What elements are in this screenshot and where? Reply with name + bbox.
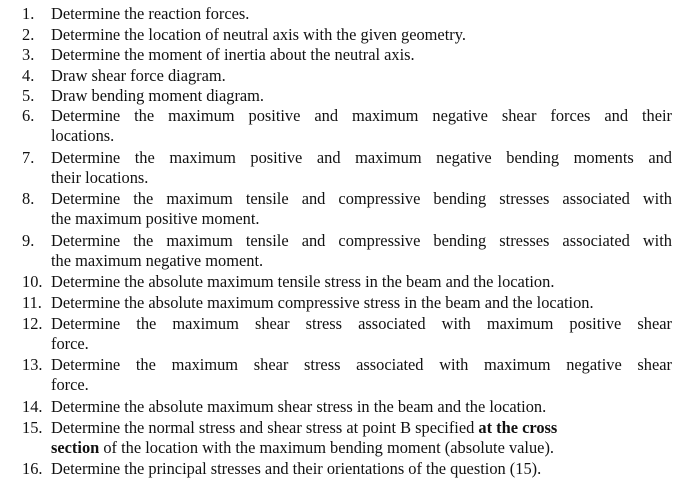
item-text-line-1: Determine the maximum shear stress associated with maximum negative shear xyxy=(51,355,672,374)
item-text: Draw bending moment diagram. xyxy=(51,86,265,105)
item-text: Determine the principal stresses and their orientations of the question (15). xyxy=(51,459,542,478)
item-text-part-b: of the location with the maximum bending moment (absolute value). xyxy=(99,438,555,458)
item-number: 5. xyxy=(22,86,35,105)
list-item-6 xyxy=(22,106,672,147)
item-number: 7. xyxy=(22,148,35,167)
item-text xyxy=(51,314,672,355)
item-text: Determine the absolute maximum tensile stress in the beam and the location. xyxy=(51,272,555,291)
item-text-line-2: locations. xyxy=(51,126,115,146)
item-text-line-1: Determine the maximum tensile and compressive bending stresses associated with xyxy=(51,189,672,208)
list-item-10 xyxy=(22,272,672,292)
list-item-16 xyxy=(22,459,672,479)
item-text-line-2: the maximum positive moment. xyxy=(51,209,260,229)
list-item-13 xyxy=(22,355,672,396)
item-number: 6. xyxy=(22,106,35,125)
item-text-line-1: Determine the maximum positive and maximum negative bending moments and xyxy=(51,148,672,167)
item-text-line-1: Determine the maximum tensile and compressive bending stresses associated with xyxy=(51,231,672,250)
list-item-8 xyxy=(22,189,672,230)
item-text xyxy=(51,355,672,396)
item-text: Draw shear force diagram. xyxy=(51,66,226,85)
item-number: 8. xyxy=(22,189,35,208)
item-text-bold-b: section xyxy=(51,438,100,458)
item-number: 4. xyxy=(22,66,35,85)
item-text xyxy=(51,231,672,272)
item-text-line-2: force. xyxy=(51,334,89,354)
item-text: Determine the reaction forces. xyxy=(51,4,250,23)
item-number: 16. xyxy=(22,459,43,478)
list-item-12 xyxy=(22,314,672,355)
item-text-line-2: their locations. xyxy=(51,168,149,188)
item-text-line-2: the maximum negative moment. xyxy=(51,251,264,271)
item-text: Determine the absolute maximum compressive stress in the beam and the location. xyxy=(51,293,594,312)
item-text xyxy=(51,106,672,147)
item-text-bold-a: at the cross xyxy=(478,418,558,437)
item-number: 9. xyxy=(22,231,35,250)
item-text xyxy=(51,189,672,230)
item-number: 11. xyxy=(22,293,42,312)
list-item-7 xyxy=(22,148,672,189)
list-item-15 xyxy=(22,418,672,459)
item-number: 14. xyxy=(22,397,43,416)
item-text: Determine the absolute maximum shear stress in the beam and the location. xyxy=(51,397,547,416)
item-text xyxy=(51,418,672,459)
item-number: 2. xyxy=(22,25,35,44)
list-item-14 xyxy=(22,397,672,417)
list-item-9 xyxy=(22,231,672,272)
item-text-line-1: Determine the maximum positive and maximum negative shear forces and their xyxy=(51,106,672,125)
list-item-4 xyxy=(22,66,672,86)
item-number: 3. xyxy=(22,45,35,64)
item-text-line-2: force. xyxy=(51,375,89,395)
item-text xyxy=(51,148,672,189)
item-number: 13. xyxy=(22,355,43,374)
item-text: Determine the moment of inertia about the neutral axis. xyxy=(51,45,415,64)
item-number: 15. xyxy=(22,418,43,437)
list-item-5 xyxy=(22,86,672,106)
item-number: 12. xyxy=(22,314,43,333)
item-text: Determine the location of neutral axis with the given geometry. xyxy=(51,25,466,44)
item-number: 10. xyxy=(22,272,43,291)
list-item-2 xyxy=(22,25,672,45)
item-text-part-a: Determine the normal stress and shear stress at point B specified xyxy=(51,418,479,437)
list-item-11 xyxy=(22,293,672,313)
list-item-1 xyxy=(22,4,672,24)
list-item-3 xyxy=(22,45,672,65)
item-number: 1. xyxy=(22,4,35,23)
item-text-line-1: Determine the maximum shear stress associated with maximum positive shear xyxy=(51,314,672,333)
